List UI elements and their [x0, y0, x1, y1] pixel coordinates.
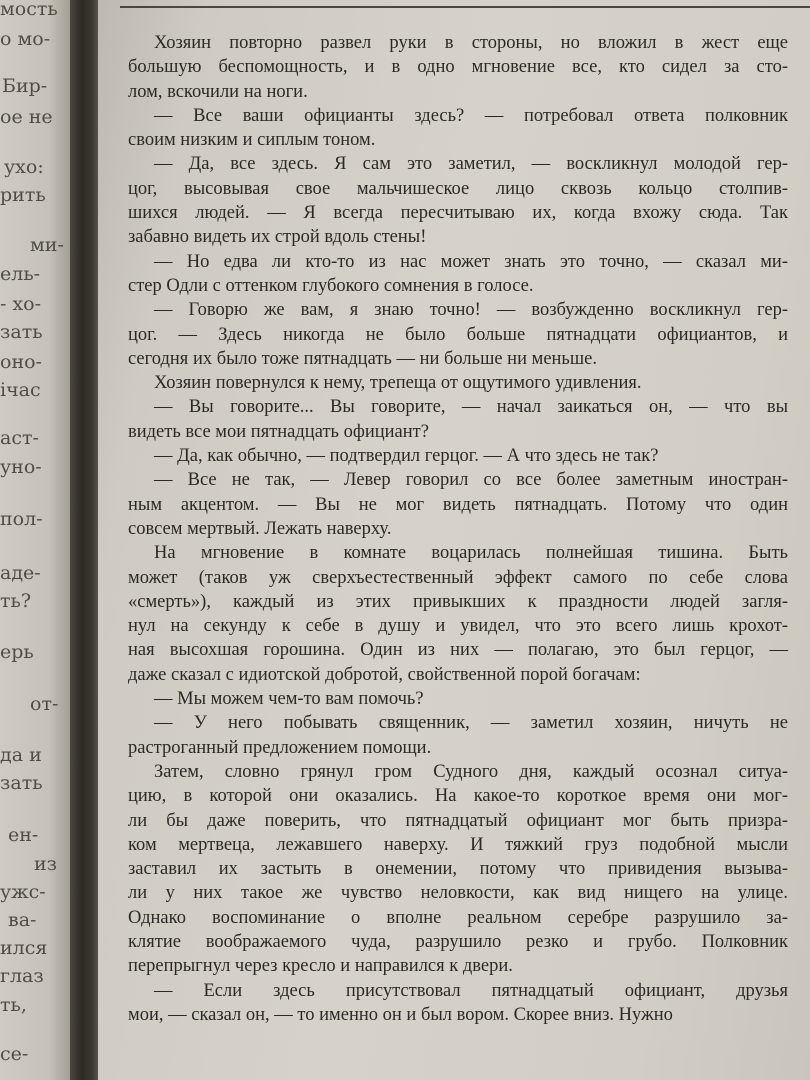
text-line: растроганный предложением помощи.: [128, 737, 432, 758]
text-line: заставил их застыть в онемении, потому что привидения вызыва-: [128, 859, 788, 880]
left-page-fragment: от-: [30, 693, 59, 715]
text-line: цог. — Здесь никогда не было больше пятнадцати официантов, и: [128, 324, 788, 345]
text-line: цог, высовывая свое мальчишеское лицо сквозь кольцо столпив-: [128, 178, 788, 199]
text-line: большую беспомощность, и в одно мгновение все, кто сидел за сто-: [128, 57, 788, 78]
text-line: — Если здесь присутствовал пятнадцатый официант, друзья: [154, 980, 788, 1001]
text-line: видеть все мои пятнадцать официант?: [128, 421, 429, 442]
left-page-fragment: да и: [0, 744, 42, 766]
text-line: — Вы говорите... Вы говорите, — начал заикаться он, — что вы: [154, 397, 788, 418]
text-line: клятие воображаемого чуда, разрушило резко и грубо. Полковник: [128, 931, 788, 952]
text-line: ли у них такое же чувство неловкости, как вид нищего на улице.: [128, 883, 788, 904]
text-line: нул на секунду к себе в душу и увидел, что это всего лишь крохот-: [128, 616, 788, 637]
text-line: «смерть»), каждый из этих привыкших к праздности людей загля-: [128, 591, 788, 612]
text-line: Однако воспоминание о вполне реальном серебре разрушило за-: [128, 907, 788, 928]
left-page-edge: [0, 0, 80, 1080]
text-line: ком мертвеца, лежавшего наверху. И тяжкий груз подобной мысли: [128, 834, 788, 855]
text-line: ли бы даже поверить, что пятнадцатый официант мог быть призра-: [128, 810, 788, 831]
text-line: Хозяин повернулся к нему, трепеща от ощутимого удивления.: [154, 373, 642, 394]
text-line: — Да, как обычно, — подтвердил герцог. — А что здесь не так?: [154, 446, 659, 467]
text-line: даже сказал с идиотской добротой, свойственной порой богачам:: [128, 664, 641, 685]
left-page-fragment: оно-: [0, 351, 42, 373]
left-page-fragment: ился: [0, 937, 48, 959]
left-page-fragment: ть?: [0, 590, 32, 612]
text-line: — Все не так, — Левер говорил со все более заметным иностран-: [154, 470, 788, 491]
left-page-fragment: зать: [0, 321, 43, 343]
text-line: — Мы можем чем-то вам помочь?: [154, 689, 424, 710]
left-page-fragment: се-: [0, 1043, 29, 1065]
left-page-fragment: ужс-: [0, 881, 46, 903]
text-line: перепрыгнул через кресло и направился к двери.: [128, 956, 513, 977]
left-page-fragment: ерь: [0, 641, 34, 663]
paragraph: [128, 444, 788, 468]
left-page-fragment: рить: [0, 184, 46, 206]
text-line: ным акцентом. — Вы не мог видеть пятнадцать. Потому что один: [128, 494, 788, 515]
text-line: может (таков уж сверхъестественный эффект самого по себе слова: [128, 567, 788, 588]
left-page-fragment: пол-: [0, 508, 43, 530]
left-page-fragment: из: [34, 853, 58, 875]
text-line: забавно видеть их строй вдоль стены!: [128, 227, 427, 248]
text-line: лом, вскочили на ноги.: [128, 81, 308, 102]
paragraph: [128, 687, 788, 711]
left-page-fragment: ель-: [0, 263, 41, 285]
text-line: Затем, словно грянул гром Судного дня, каждый осознал ситуа-: [154, 761, 788, 782]
text-line: мои, — сказал он, — то именно он и был вором. Скорее вниз. Нужно: [128, 1004, 673, 1025]
left-page-fragment: ухо:: [4, 156, 44, 178]
left-page-fragment: - хо-: [0, 293, 42, 315]
paragraph: [128, 979, 788, 1028]
text-line: стер Одли с оттенком глубокого сомнения в голосе.: [128, 275, 534, 296]
text-line: — У него побывать священник, — заметил хозяин, ничуть не: [154, 713, 788, 734]
left-page-fragment: зать: [0, 772, 43, 794]
text-line: — Да, все здесь. Я сам это заметил, — воскликнул молодой гер-: [154, 154, 788, 175]
paragraph: [128, 541, 788, 687]
text-line: своим низким и сиплым тоном.: [128, 130, 376, 151]
right-page: [98, 0, 810, 1080]
paragraph: [128, 371, 788, 395]
left-page-fragment: аде-: [0, 562, 41, 584]
text-line: На мгновение в комнате воцарилась полнейшая тишина. Быть: [154, 543, 788, 564]
paragraph: [128, 250, 788, 299]
left-page-fragment: уно-: [0, 456, 42, 478]
text-line: сегодня их было тоже пятнадцать — ни больше ни меньше.: [128, 348, 597, 369]
left-page-fragment: ва-: [8, 909, 37, 931]
left-page-fragment: Бир-: [2, 75, 48, 97]
text-line: — Все ваши официанты здесь? — потребовал ответа полковник: [154, 105, 788, 126]
paragraph: [128, 31, 788, 104]
left-page-fragment: ое не: [0, 106, 53, 128]
text-line: — Говорю же вам, я знаю точно! — возбужденно воскликнул гер-: [154, 300, 788, 321]
body-text: [128, 31, 788, 1027]
paragraph: [128, 152, 788, 249]
left-page-fragment: ть,: [0, 994, 27, 1016]
left-page-fragment: аст-: [0, 427, 39, 449]
paragraph: [128, 395, 788, 444]
left-page-fragment: ен-: [8, 824, 39, 846]
paragraph: [128, 298, 788, 371]
text-line: шихся людей. — Я всегда пересчитываю их, когда вхожу сюда. Так: [128, 203, 788, 224]
text-line: — Но едва ли кто-то из нас может знать это точно, — сказал ми-: [154, 251, 788, 272]
paragraph: [128, 468, 788, 541]
paragraph: [128, 104, 788, 153]
left-page-fragment: мость: [0, 0, 58, 20]
text-line: Хозяин повторно развел руки в стороны, но вложил в жест еще: [154, 33, 788, 53]
left-page-fragment: iчас: [0, 379, 41, 401]
text-line: ная высохшая горошина. Один из них — полагаю, это был герцог, —: [128, 640, 788, 661]
text-line: цию, в которой они оказались. На какое-то короткое время они мог-: [128, 786, 788, 807]
paragraph: [128, 760, 788, 979]
left-page-fragment: глаз: [0, 965, 44, 987]
left-page-fragment: о мо-: [0, 28, 51, 50]
text-line: совсем мертвый. Лежать наверху.: [128, 518, 392, 539]
left-page-fragment: ми-: [30, 234, 64, 256]
running-header-rule: [120, 6, 810, 8]
paragraph: [128, 711, 788, 760]
